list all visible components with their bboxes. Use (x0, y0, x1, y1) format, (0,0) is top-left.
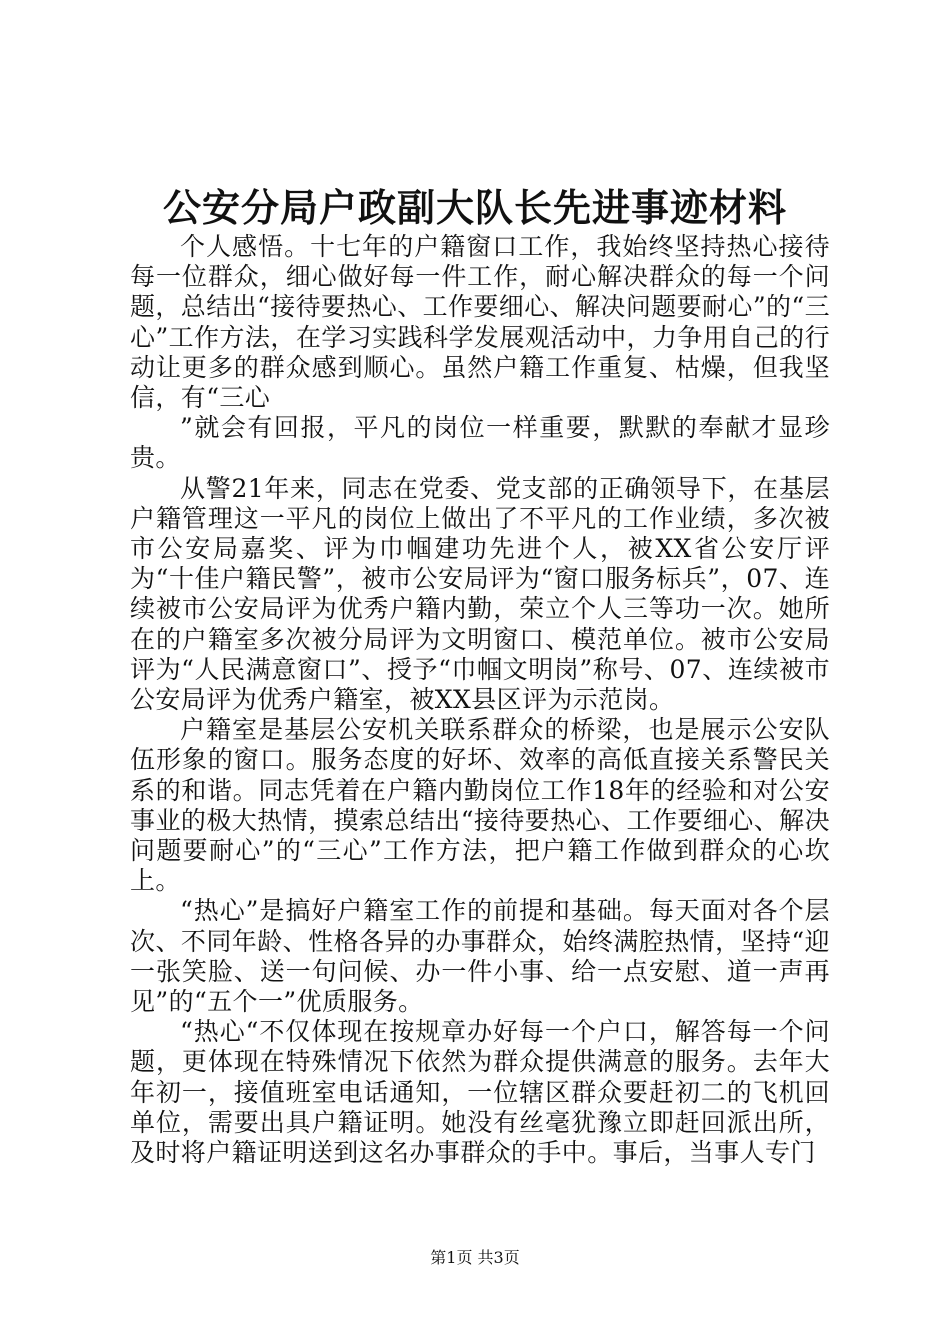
paragraph: “热心”是搞好户籍室工作的前提和基础。每天面对各个层次、不同年龄、性格各异的办事群众，始终满腔热情，坚持“迎一张笑脸、送一句问候、办一件小事、给一点安慰、道一声再见”的“五个一”优质服务。 (130, 896, 830, 1017)
document-body (130, 232, 830, 1168)
page-footer: 第1页 共3页 (430, 1248, 520, 1267)
paragraph: “热心“不仅体现在按规章办好每一个户口，解答每一个问题，更体现在特殊情况下依然为群众提供满意的服务。去年大年初一，接值班室电话通知，一位辖区群众要赶初二的飞机回单位，需要出具户籍证明。她没有丝毫犹豫立即赶回派出所，及时将户籍证明送到这名办事群众的手中。事后，当事人专门 (130, 1017, 830, 1168)
paragraph: 个人感悟。十七年的户籍窗口工作，我始终坚持热心接待每一位群众，细心做好每一件工作，耐心解决群众的每一个问题，总结出“接待要热心、工作要细心、解决问题要耐心”的“三心”工作方法，在学习实践科学发展观活动中，力争用自己的行动让更多的群众感到顺心。虽然户籍工作重复、枯燥，但我坚信，有“三心 (130, 232, 830, 413)
document-title: 公安分局户政副大队长先进事迹材料 (162, 185, 787, 230)
paragraph: 从警21年来，同志在党委、党支部的正确领导下，在基层户籍管理这一平凡的岗位上做出了不平凡的工作业绩，多次被市公安局嘉奖、评为巾帼建功先进个人，被XX省公安厅评为“十佳户籍民警”，被市公安局评为“窗口服务标兵”，07、连续被市公安局评为优秀户籍内勤，荣立个人三等功一次。她所在的户籍室多次被分局评为文明窗口、模范单位。被市公安局评为“人民满意窗口”、授予“巾帼文明岗”称号、07、连续被市公安局评为优秀户籍室，被XX县区评为示范岗。 (130, 473, 830, 715)
paragraph: ”就会有回报，平凡的岗位一样重要，默默的奉献才显珍贵。 (130, 413, 830, 473)
paragraph: 户籍室是基层公安机关联系群众的桥梁，也是展示公安队伍形象的窗口。服务态度的好坏、效率的高低直接关系警民关系的和谐。同志凭着在户籍内勤岗位工作18年的经验和对公安事业的极大热情，摸索总结出“接待要热心、工作要细心、解决问题要耐心”的“三心”工作方法，把户籍工作做到群众的心坎上。 (130, 715, 830, 896)
